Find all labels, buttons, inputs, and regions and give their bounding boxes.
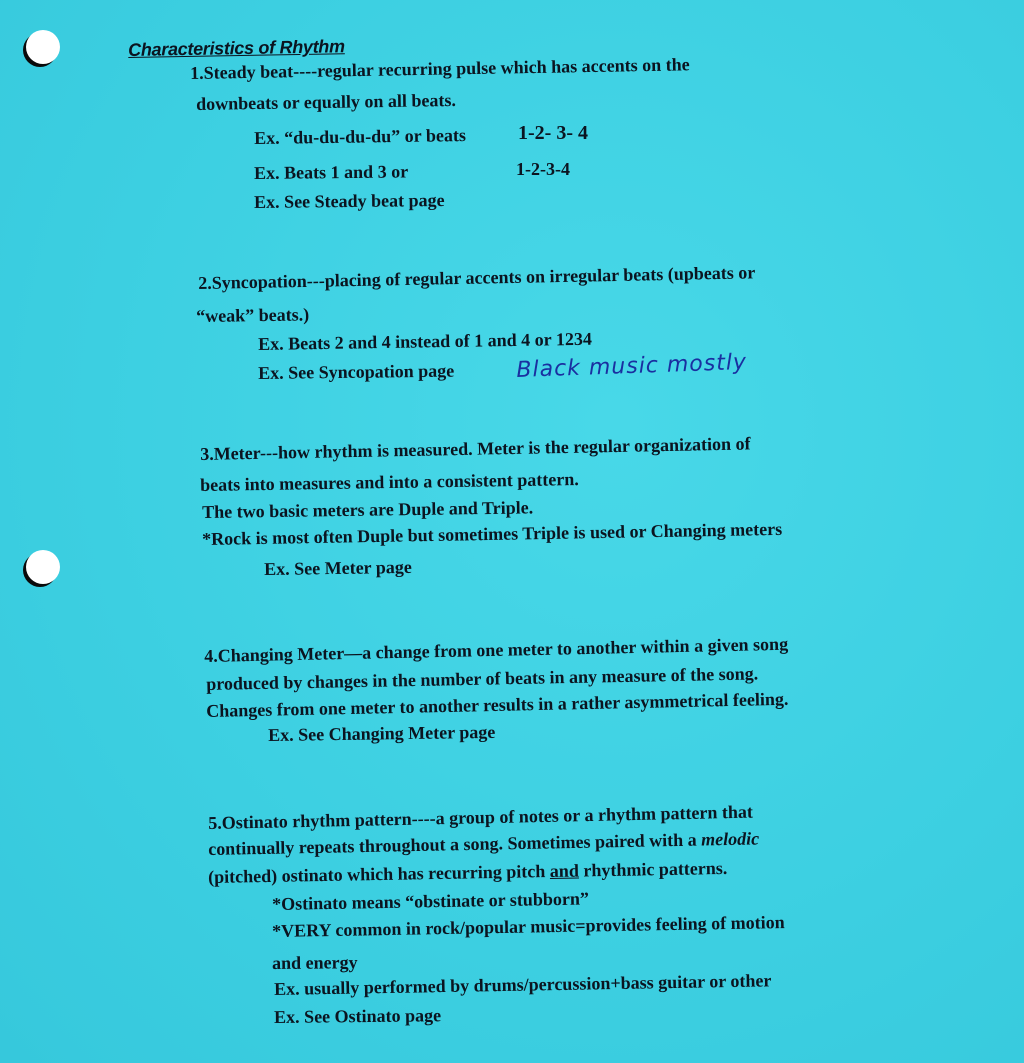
section-5-text: continually repeats throughout a song. Sometimes paired with a	[208, 829, 697, 859]
section-2-example: Ex. See Syncopation page	[258, 360, 455, 383]
section-2-line: “weak” beats.)	[196, 304, 310, 326]
section-5-example: Ex. usually performed by drums/percussion+bass guitar or other	[274, 970, 772, 999]
section-5-text: rhythmic patterns.	[583, 857, 728, 881]
section-5-note: and energy	[272, 952, 358, 973]
punch-hole	[26, 30, 60, 64]
and-emphasis: and	[549, 860, 580, 882]
section-1-beats: 1-2- 3- 4	[518, 122, 588, 144]
melodic-emphasis: melodic	[700, 828, 760, 850]
section-3-line: beats into measures and into a consistent pattern.	[200, 469, 579, 495]
section-3-line: The two basic meters are Duple and Triple.	[202, 497, 534, 522]
section-5-example: Ex. See Ostinato page	[274, 1005, 442, 1027]
handwritten-note: Black music mostly	[516, 349, 748, 383]
section-4-example: Ex. See Changing Meter page	[268, 721, 496, 745]
section-4-line: 4.Changing Meter—a change from one meter to another within a given song	[204, 633, 789, 666]
section-2-line: 2.Syncopation---placing of regular accents on irregular beats (upbeats or	[198, 262, 756, 293]
section-1-example: Ex. See Steady beat page	[254, 190, 445, 212]
section-5-line: 5.Ostinato rhythm pattern----a group of notes or a rhythm pattern that	[208, 801, 754, 833]
section-4-line: produced by changes in the number of beats in any measure of the song.	[206, 663, 759, 694]
section-1-line: downbeats or equally on all beats.	[196, 89, 457, 114]
section-5-line	[208, 827, 759, 860]
section-3-line: *Rock is most often Duple but sometimes Triple is used or Changing meters	[202, 518, 783, 549]
section-3-line: 3.Meter---how rhythm is measured. Meter is the regular organization of	[200, 433, 751, 464]
section-1-example: Ex. Beats 1 and 3 or	[254, 161, 409, 183]
section-2-example: Ex. Beats 2 and 4 instead of 1 and 4 or 1234	[258, 328, 593, 354]
section-5-text: (pitched) ostinato which has recurring pitch	[208, 861, 546, 887]
section-5-note: *Ostinato means “obstinate or stubborn”	[272, 888, 590, 914]
section-5-line	[208, 857, 728, 888]
punch-hole	[26, 550, 60, 584]
section-1-example: Ex. “du-du-du-du” or beats	[254, 125, 467, 148]
section-5-note: *VERY common in rock/popular music=provides feeling of motion	[272, 912, 785, 941]
page-title: Characteristics of Rhythm	[128, 36, 345, 60]
section-1-beats: 1-2-3-4	[516, 159, 570, 179]
section-4-line: Changes from one meter to another results in a rather asymmetrical feeling.	[206, 688, 789, 721]
section-1-line: 1.Steady beat----regular recurring pulse which has accents on the	[190, 54, 690, 83]
section-3-example: Ex. See Meter page	[264, 556, 412, 579]
